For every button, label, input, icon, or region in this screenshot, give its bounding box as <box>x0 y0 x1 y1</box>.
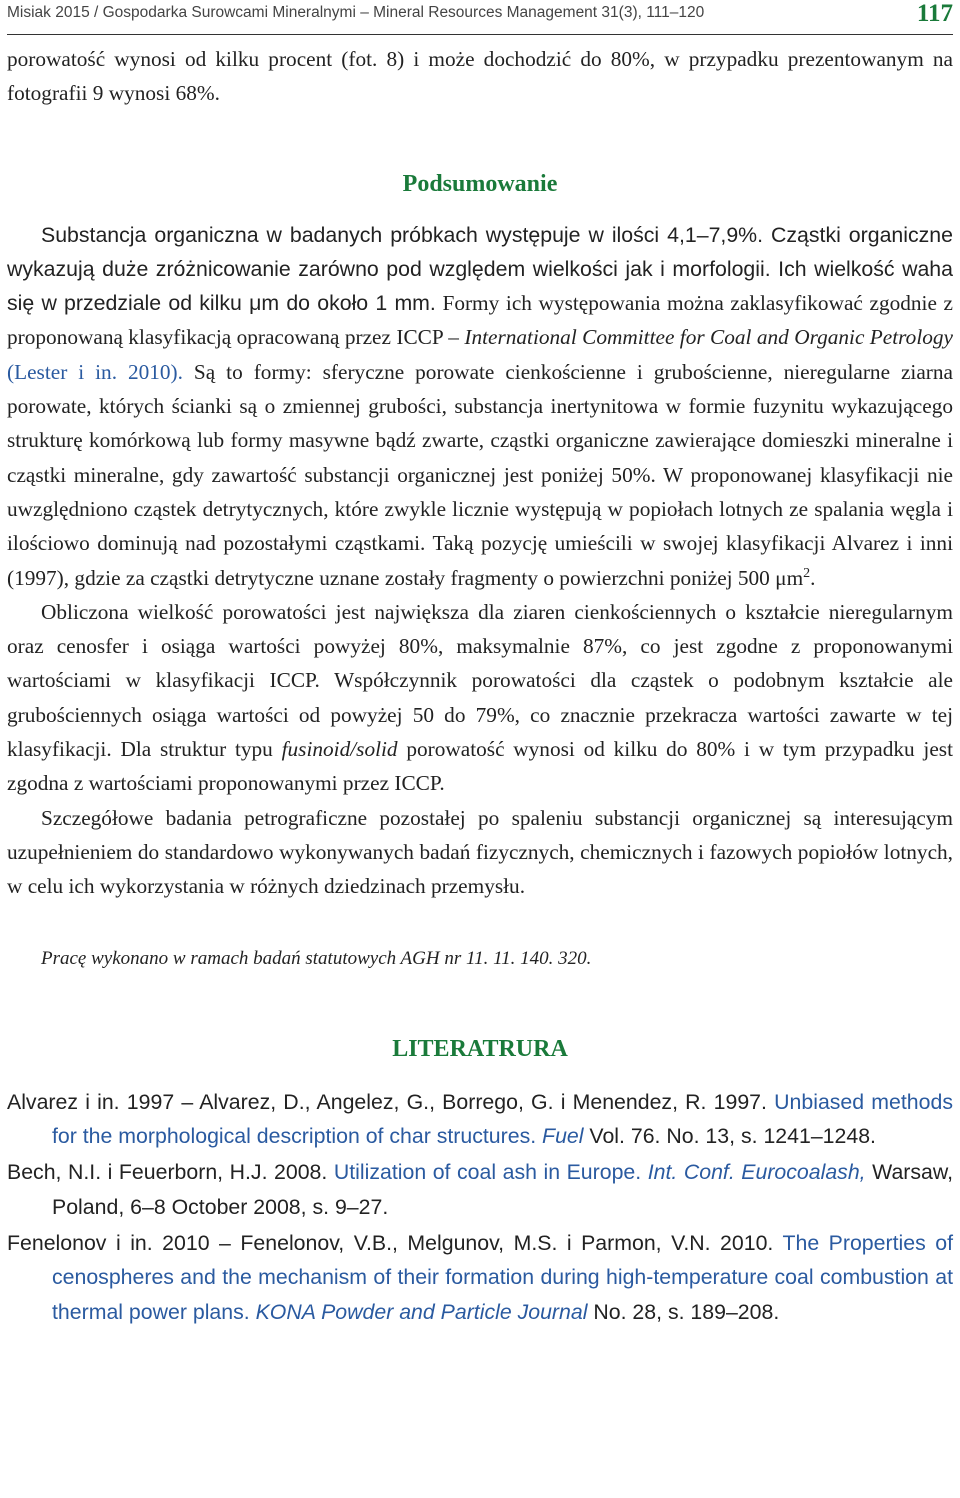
summary-paragraph-3: Szczegółowe badania petrograficzne pozostałej po spaleniu substancji organicznej są interesującym uzupełnieniem do standardowo wykonywanych badań fizycznych, chemicznych i fazowych popiołów lotnych, w celu ich wykorzystania w różnych dziedzinach przemysłu. <box>7 805 953 899</box>
intro-paragraph: porowatość wynosi od kilku procent (fot. 8) i może dochodzić do 80%, w przypadku prezentowanym na fotografii 9 wynosi 68%. <box>7 47 953 106</box>
superscript-2: 2 <box>803 565 811 581</box>
summary-p1-end: . <box>810 565 816 590</box>
fusinoid-term: fusinoid/solid <box>281 737 398 762</box>
reference-lead: Bech, N.I. i Feuerborn, H.J. 2008. <box>7 1160 334 1185</box>
reference-tail: Vol. 76. No. 13, s. 1241–1248. <box>583 1124 876 1149</box>
page-header <box>7 0 953 35</box>
reference-journal: Fuel <box>536 1124 584 1149</box>
acknowledgement: Pracę wykonano w ramach badań statutowych AGH nr 11. 11. 140. 320. <box>41 947 592 969</box>
reference-item <box>7 1085 953 1154</box>
summary-p1-part-c: Są to formy: sferyczne porowate cienkościenne i grubościenne, nieregularne ziarna porowate, których ścianki są o zmiennej grubości, substancja inertynitowa w formie fuzynitu wykazującego strukturę komórkową lub formy masywne bądź zwarte, cząstki organiczne zawierające domieszki mineralne i cząstki mineralne, gdy zawartość substancji organicznej jest poniżej 50%. W proponowanej klasyfikacji nie uwzględniono cząstek detrytycznych, które zwykle licznie występują w popiołach lotnych ze spalania węgla i ilościowo dominują nad pozostałymi cząstkami. Taką pozycję umieścili w swojej klasyfikacji Alvarez i inni (1997), gdzie za cząstki detrytyczne uznane zostały fragmenty o powierzchni poniżej 500 μm <box>7 359 953 590</box>
reference-journal: KONA Powder and Particle Journal <box>249 1299 588 1324</box>
summary-p1-part-b: Formy ich występowania można zaklasyfikować zgodnie z proponowaną klasyfikacją opracowaną przez ICCP – <box>7 291 953 350</box>
references-heading: LITERATRURA <box>392 1035 568 1062</box>
summary-p2-part-b: porowatość wynosi od kilku do 80% i w tym przypadku jest zgodna z wartościami proponowanymi przez ICCP. <box>7 737 953 796</box>
reference-title[interactable]: Utilization of coal ash in Europe. <box>333 1160 642 1185</box>
citation-lester[interactable]: (Lester i in. 2010). <box>7 359 183 384</box>
references-list <box>7 1085 953 1329</box>
section-heading-summary: Podsumowanie <box>402 170 558 197</box>
reference-tail: No. 28, s. 189–208. <box>587 1299 780 1324</box>
summary-paragraph-1 <box>7 218 953 595</box>
summary-p1-part-a: Substancja organiczna w badanych próbkach występuje w ilości 4,1–7,9%. Cząstki organiczne wykazują duże zróżnicowanie zarówno pod względem wielkości jak i morfologii. Ich wielkość waha się w przedziale od kilku μm do około 1 mm. <box>7 222 953 316</box>
reference-title[interactable]: The Properties of cenospheres and the mechanism of their formation during high-temperature coal combustion at thermal power plans. <box>52 1231 953 1324</box>
reference-lead: Fenelonov i in. 2010 – Fenelonov, V.B., Melgunov, M.S. i Parmon, V.N. 2010. <box>7 1231 783 1256</box>
reference-title[interactable]: Unbiased methods for the morphological description of char structures. <box>52 1089 953 1149</box>
running-title: Misiak 2015 / Gospodarka Surowcami Mineralnymi – Mineral Resources Management 31(3), 111–120 <box>7 4 705 21</box>
reference-tail: Warsaw, Poland, 6–8 October 2008, s. 9–27. <box>52 1160 954 1219</box>
page-content <box>7 42 953 1331</box>
reference-item <box>7 1155 953 1224</box>
summary-paragraph-2 <box>7 595 953 801</box>
page-number: 117 <box>916 0 953 27</box>
reference-item <box>7 1226 953 1329</box>
reference-journal: Int. Conf. Eurocoalash, <box>641 1160 866 1185</box>
reference-lead: Alvarez i in. 1997 – Alvarez, D., Angelez, G., Borrego, G. i Menendez, R. 1997. <box>7 1089 775 1114</box>
iccp-name: International Committee for Coal and Organic Petrology <box>464 325 953 350</box>
summary-p2-part-a: Obliczona wielkość porowatości jest największa dla ziaren cienkościennych o kształcie nieregularnym oraz cenosfer i osiąga wartości powyżej 80%, maksymalnie 87%, co jest zgodne z proponowanymi wartościami w klasyfikacji ICCP. Współczynnik porowatości dla cząstek o podobnym kształcie ale grubościennych osiąga wartości od powyżej 50 do 79%, co znacznie przekracza wartości zawarte w tej klasyfikacji. Dla struktur typu <box>7 599 953 762</box>
